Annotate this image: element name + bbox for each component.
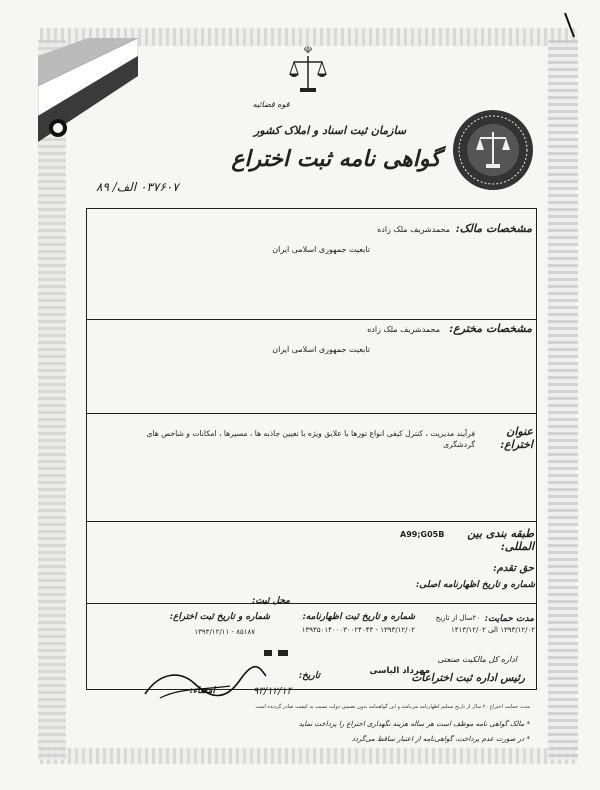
validity-dates: ۱۳۹۳/۱۲/۰۲ الی ۱۴۱۳/۱۲/۰۲ xyxy=(451,626,535,634)
footer-note: مدت حمایت اختراع ۲۰ سال از تاریخ تسلیم اظهارنامه می‌باشد و این گواهینامه بدون تضمین دولت نسبت به کیفیت صادر گردیده است xyxy=(255,704,530,710)
declaration-value: ۱۳۹۳/۱۲/۰۲ - ۱۳۹۳۵۰۱۴۰۰۰۳۰۰۲۴۰۴۴ xyxy=(301,626,415,634)
owner-label: مشخصات مالک: xyxy=(455,222,532,235)
date-value: ۹۳/۱۲/۱۴ xyxy=(253,686,292,697)
owner-name: محمدشریف ملک زاده xyxy=(377,225,450,234)
inventor-nationality: تابعیت جمهوری اسلامی ایران xyxy=(272,345,370,354)
invention-registration-label: شماره و تاریخ ثبت اختراع: xyxy=(169,612,270,622)
divider xyxy=(87,521,536,522)
scales-of-justice-icon xyxy=(288,42,328,98)
classification-label: طبقه بندی بین المللی: xyxy=(467,527,534,553)
registration-place-label: محل ثبت: xyxy=(252,596,290,606)
inventor-name: محمدشریف ملک زاده xyxy=(367,325,440,334)
decorative-border-right xyxy=(548,40,578,760)
page-title: گواهی نامه ثبت اختراع xyxy=(231,146,441,172)
stamp-marks xyxy=(260,645,300,665)
decorative-border-bottom xyxy=(40,748,578,764)
footer-notice: * در صورت عدم پرداخت، گواهی‌نامه از اعتبار ساقط می‌گردد xyxy=(351,735,530,743)
validity-period: ۲۰سال از تاریخ xyxy=(435,614,480,622)
divider xyxy=(87,413,536,414)
organization-name: سازمان ثبت اسناد و املاک کشور xyxy=(253,124,407,137)
invention-title-label: عنوان اختراع: xyxy=(500,425,533,451)
footer-notice: * مالک گواهی نامه موظف است هر ساله هزینه نگهداری اختراع را پرداخت نماید xyxy=(298,720,530,728)
corner-mark xyxy=(560,10,590,40)
serial-number: ۰۳۷۶۰۷ الف/ ۸۹ xyxy=(96,180,179,194)
handwritten-signature xyxy=(140,662,270,707)
svg-text:☫: ☫ xyxy=(303,45,313,56)
signatory-department: اداره کل مالکیت صنعتی xyxy=(437,655,517,664)
divider xyxy=(87,319,536,320)
signatory-position: رئیس اداره ثبت اختراعات xyxy=(411,672,525,684)
iran-flag-emblem xyxy=(38,38,138,148)
inventor-label: مشخصات مخترع: xyxy=(449,322,532,335)
invention-title-line: گردشگری xyxy=(443,440,475,449)
decorative-border-left xyxy=(38,40,66,760)
validity-label: مدت حمایت: xyxy=(484,614,534,624)
signature-label: امضاء: xyxy=(189,686,215,696)
divider xyxy=(87,603,536,604)
date-label: تاریخ: xyxy=(298,671,320,681)
owner-nationality: تابعیت جمهوری اسلامی ایران xyxy=(272,245,370,254)
invention-registration-value: ۸۵۱۸۷ - ۱۳۹۳/۱۲/۱۱ xyxy=(194,628,255,636)
declaration-label: شماره و تاریخ ثبت اظهارنامه: xyxy=(302,612,415,622)
priority-label: حق تقدم: xyxy=(493,563,534,574)
original-declaration-label: شماره و تاریخ اظهارنامه اصلی: xyxy=(415,580,535,590)
signatory-name: مهرداد الیاسی xyxy=(369,666,430,676)
invention-title-line: فرآیند مدیریت ، کنترل کیفی انواع تورها با علایق ویژه با تعیین جاذبه ها ، مسیرها ، امکانات و شاخص های xyxy=(146,429,475,438)
judiciary-label: قوه قضائیه xyxy=(252,100,290,109)
invention-title xyxy=(140,428,475,450)
official-seal xyxy=(448,108,538,192)
classification-value: A99;G05B xyxy=(400,530,445,539)
